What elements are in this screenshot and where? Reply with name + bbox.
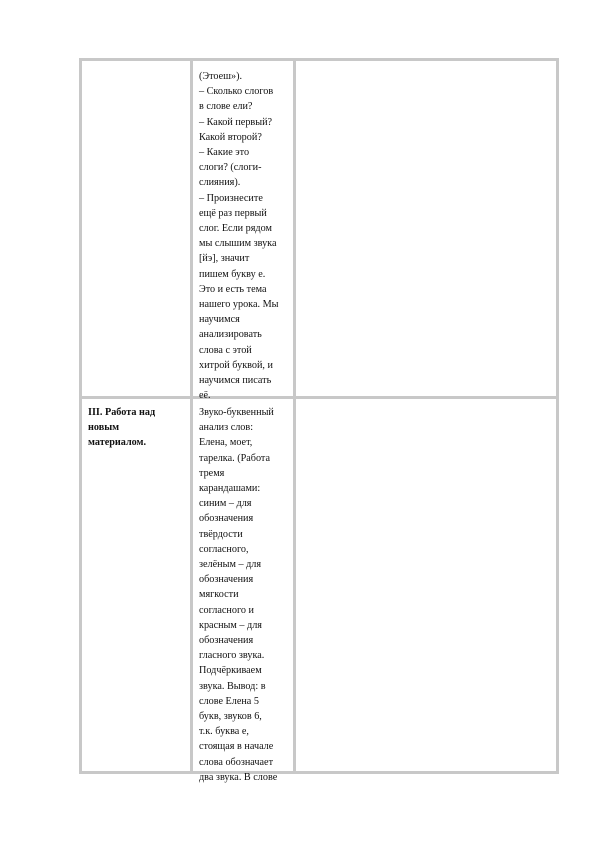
notes-cell xyxy=(293,58,559,399)
teacher-activity-text: Звуко-буквенный анализ слов: Елена, моет, тарелка. (Работа тремя карандашами: синим – для обозначения твёрдости согласного, зелёным – для обозначения мягкости согласного и красным – для обозначения гласного звука. Подчёркиваем звука. Вывод: в слове Елена 5 букв, звуков 6, т.к. буква е, стоящая в начале слова обозначает два звука. В слове xyxy=(199,407,278,783)
stage-cell xyxy=(79,399,193,774)
stage-cell xyxy=(79,58,193,399)
notes-cell xyxy=(293,399,559,774)
teacher-activity-text: (Этоеш»). – Сколько слогов в слове ели? – Какой первый? Какой второй? – Какие это слоги? (слоги- слияния). – Произнесите ещё раз первый слог. Если рядом мы слышим звука [йэ], значит пишем букву е. Это и есть тема нашего урока. Мы научимся анализировать слова с этой хитрой буквой, и научимся писать её. xyxy=(199,71,279,402)
table-row xyxy=(79,399,559,783)
stage-text: III. Работа над новым материалом. xyxy=(88,407,156,449)
lesson-plan-table xyxy=(79,58,559,783)
table-row xyxy=(79,58,559,402)
teacher-activity-cell xyxy=(190,58,296,402)
teacher-activity-cell xyxy=(190,399,296,783)
